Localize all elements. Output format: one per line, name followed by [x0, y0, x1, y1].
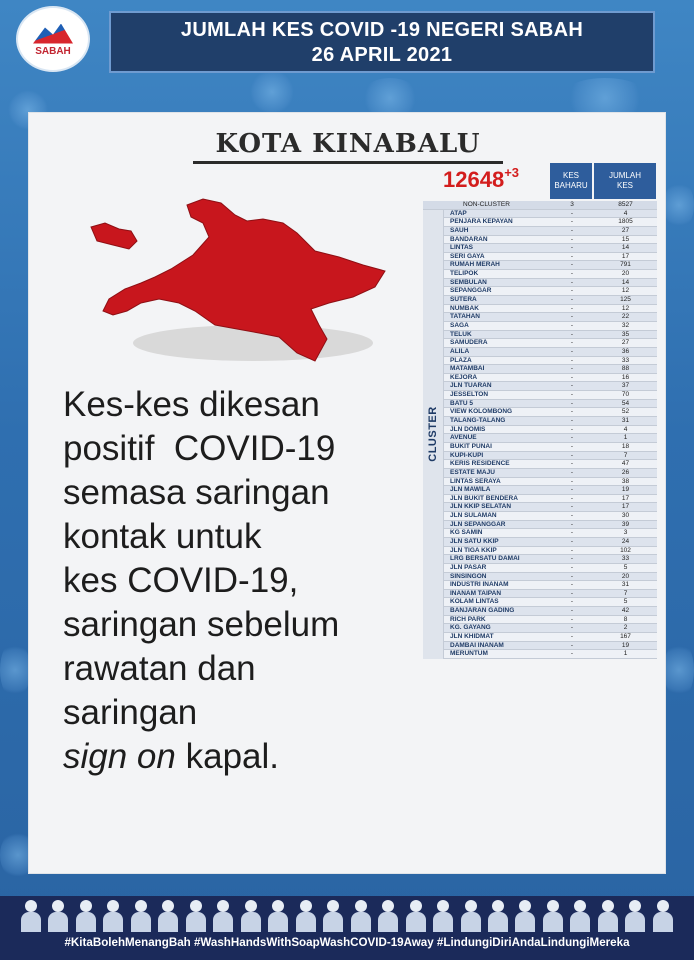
cluster-name: KUPI-KUPI — [450, 451, 484, 459]
table-row — [444, 529, 657, 538]
table-row — [444, 512, 657, 521]
table-row — [444, 365, 657, 374]
table-row — [444, 218, 657, 227]
person-icon — [130, 898, 152, 932]
cluster-name: KOLAM LINTAS — [450, 598, 499, 606]
cluster-new: - — [570, 624, 574, 632]
table-row — [444, 434, 657, 443]
person-icon — [624, 898, 646, 932]
cluster-name: SAMUDERA — [450, 339, 488, 347]
table-row — [444, 460, 657, 469]
main-panel — [28, 112, 666, 874]
cluster-name: JLN KKIP SELATAN — [450, 503, 512, 511]
cluster-name: JLN TIGA KKIP — [450, 546, 497, 554]
cluster-name: JESSELTON — [450, 391, 489, 399]
cluster-new: - — [570, 235, 574, 243]
cluster-name: LINTAS — [450, 244, 473, 252]
cluster-total: 1 — [623, 434, 628, 442]
cluster-new: - — [570, 494, 574, 502]
table-row — [444, 486, 657, 495]
person-icon — [514, 898, 536, 932]
table-row — [444, 391, 657, 400]
description-line: rawatan dan — [63, 649, 256, 688]
footer-banner — [0, 896, 694, 960]
table-row — [444, 400, 657, 409]
person-icon — [157, 898, 179, 932]
cluster-total: 33 — [621, 356, 630, 364]
cluster-new: - — [570, 365, 574, 373]
table-row — [444, 478, 657, 487]
cluster-new: - — [570, 563, 574, 571]
cluster-name: JLN KHIDMAT — [450, 633, 494, 641]
cluster-new: - — [570, 373, 574, 381]
person-icon — [487, 898, 509, 932]
person-icon — [295, 898, 317, 932]
description-line: saringan sebelum — [63, 605, 340, 644]
cluster-name: BATU 5 — [450, 399, 473, 407]
cluster-name: BANDARAN — [450, 235, 488, 243]
cluster-name: TATAHAN — [450, 313, 480, 321]
cluster-total: 19 — [621, 486, 630, 494]
title-date: 26 APRIL 2021 — [311, 44, 453, 66]
cluster-new: - — [570, 356, 574, 364]
cluster-total: 24 — [621, 537, 630, 545]
virus-decoration — [664, 640, 694, 700]
cluster-name: BANJARAN GADING — [450, 607, 515, 615]
cluster-total: 2 — [623, 624, 628, 632]
cluster-total: 1805 — [618, 218, 633, 226]
cluster-new: - — [570, 607, 574, 615]
kota-kinabalu-map-icon — [83, 193, 395, 369]
cluster-total: 38 — [621, 477, 630, 485]
table-row — [444, 495, 657, 504]
table-row-non-cluster — [423, 201, 657, 210]
description-line — [63, 735, 433, 779]
person-icon — [377, 898, 399, 932]
person-icon — [652, 898, 674, 932]
cluster-new: - — [570, 529, 574, 537]
cluster-new: - — [570, 296, 574, 304]
cluster-new: - — [570, 287, 574, 295]
person-icon — [432, 898, 454, 932]
cluster-total: 20 — [621, 572, 630, 580]
cluster-new: - — [570, 572, 574, 580]
cluster-new: - — [570, 399, 574, 407]
column-header-new-line1: KES — [562, 171, 579, 180]
cluster-new: - — [570, 434, 574, 442]
cluster-name: KERIS RESIDENCE — [450, 460, 510, 468]
cluster-total: 31 — [621, 417, 630, 425]
cluster-name: JLN SATU KKIP — [450, 537, 499, 545]
cluster-new: - — [570, 304, 574, 312]
cluster-label — [423, 210, 444, 659]
table-row — [444, 357, 657, 366]
person-icon — [350, 898, 372, 932]
cluster-name: NUMBAK — [450, 304, 479, 312]
table-row — [444, 236, 657, 245]
cluster-name: PLAZA — [450, 356, 472, 364]
cluster-new: - — [570, 477, 574, 485]
table-row — [444, 616, 657, 625]
table-row — [444, 503, 657, 512]
cluster-name: SAUH — [450, 226, 469, 234]
cluster-new: - — [570, 468, 574, 476]
cluster-name: JLN SULAMAN — [450, 512, 497, 520]
table-row — [444, 227, 657, 236]
cluster-new: - — [570, 330, 574, 338]
table-row — [444, 287, 657, 296]
table-row — [444, 443, 657, 452]
cluster-new: - — [570, 589, 574, 597]
description-line: kontak untuk — [63, 517, 262, 556]
column-header-total — [594, 163, 656, 199]
person-icon — [267, 898, 289, 932]
table-row — [444, 598, 657, 607]
cluster-name: SERI GAYA — [450, 252, 485, 260]
cluster-new: - — [570, 503, 574, 511]
person-icon — [47, 898, 69, 932]
table-row — [444, 581, 657, 590]
cluster-total: 19 — [621, 641, 630, 649]
description-line: Kes-kes dikesan — [63, 385, 320, 424]
table-row — [444, 590, 657, 599]
cluster-new: - — [570, 339, 574, 347]
cluster-name: TELUK — [450, 330, 472, 338]
table-row — [444, 624, 657, 633]
hashtags: #KitaBolehMenangBah #WashHandsWithSoapWashCOVID-19Away #LindungiDiriAndaLindungiMereka — [64, 936, 630, 949]
table-row — [444, 339, 657, 348]
cluster-total: 1 — [623, 650, 628, 658]
cluster-new: - — [570, 650, 574, 658]
cluster-new: - — [570, 209, 574, 217]
table-row — [444, 547, 657, 556]
cluster-new: - — [570, 425, 574, 433]
cluster-total: 27 — [621, 339, 630, 347]
description-line: positif COVID-19 — [63, 429, 336, 468]
table-row — [444, 270, 657, 279]
cluster-total: 8 — [623, 615, 628, 623]
table-row — [444, 417, 657, 426]
cluster-name: JLN DOMIS — [450, 425, 486, 433]
table-row — [444, 382, 657, 391]
cluster-name: RICH PARK — [450, 615, 486, 623]
cluster-total: 18 — [621, 442, 630, 450]
person-icon — [322, 898, 344, 932]
cluster-total: 37 — [621, 382, 630, 390]
cluster-name: INDUSTRI INANAM — [450, 581, 509, 589]
cluster-name: KG SAMIN — [450, 529, 483, 537]
cluster-total: 4 — [623, 425, 628, 433]
cluster-new: - — [570, 615, 574, 623]
cluster-name: BUKIT PUNAI — [450, 442, 492, 450]
cluster-total: 42 — [621, 607, 630, 615]
cluster-name: LRG BERSATU DAMAI — [450, 555, 520, 563]
table-row — [444, 305, 657, 314]
cluster-total: 14 — [621, 278, 630, 286]
cluster-total: 5 — [623, 598, 628, 606]
page-title — [109, 11, 655, 73]
table-row — [444, 253, 657, 262]
cluster-total: 125 — [620, 296, 631, 304]
table-row — [444, 633, 657, 642]
virus-decoration — [664, 180, 694, 230]
cluster-total: 16 — [621, 373, 630, 381]
cluster-total: 27 — [621, 226, 630, 234]
virus-decoration — [250, 70, 294, 114]
cluster-total: 17 — [621, 503, 630, 511]
person-icon — [102, 898, 124, 932]
cases-table — [423, 201, 657, 659]
area-title: KOTA KINABALU — [193, 129, 503, 164]
table-row — [444, 331, 657, 340]
sabah-logo — [16, 6, 90, 72]
cluster-total: 20 — [621, 270, 630, 278]
cluster-total: 31 — [621, 581, 630, 589]
cluster-new: - — [570, 270, 574, 278]
table-row — [444, 210, 657, 219]
column-header-total-line1: JUMLAH — [608, 171, 641, 180]
table-row — [444, 244, 657, 253]
cluster-name: SINSINGON — [450, 572, 487, 580]
cluster-new: - — [570, 486, 574, 494]
cluster-new: - — [570, 520, 574, 528]
title-line1: JUMLAH KES COVID -19 NEGERI SABAH — [180, 19, 584, 41]
table-row — [444, 564, 657, 573]
virus-decoration — [0, 640, 30, 700]
cluster-new: - — [570, 641, 574, 649]
person-icon — [185, 898, 207, 932]
logo-text: SABAH — [35, 45, 71, 57]
cluster-name: JLN MAWILA — [450, 486, 491, 494]
cluster-name: JLN BUKIT BENDERA — [450, 494, 518, 502]
cluster-total: 17 — [621, 252, 630, 260]
column-header-new — [550, 163, 592, 199]
cluster-new: - — [570, 313, 574, 321]
person-icon — [212, 898, 234, 932]
cluster-name: PENJARA KEPAYAN — [450, 218, 513, 226]
cluster-new: - — [570, 252, 574, 260]
cluster-name: SAGA — [450, 321, 469, 329]
cluster-name: JLN SEPANGGAR — [450, 520, 506, 528]
cluster-total: 36 — [621, 347, 630, 355]
non-cluster-new: 3 — [570, 201, 574, 208]
table-row — [444, 607, 657, 616]
table-row — [444, 261, 657, 270]
column-header-total-line2: KES — [616, 181, 633, 190]
cluster-new: - — [570, 226, 574, 234]
total-new-value: +3 — [504, 165, 520, 180]
cluster-total: 17 — [621, 494, 630, 502]
cluster-total: 30 — [621, 512, 630, 520]
cluster-new: - — [570, 537, 574, 545]
cluster-total: 791 — [620, 261, 631, 269]
cluster-section — [423, 210, 657, 659]
cluster-new: - — [570, 598, 574, 606]
cluster-total: 4 — [623, 209, 628, 217]
cluster-name: ESTATE MAJU — [450, 468, 495, 476]
cluster-new: - — [570, 391, 574, 399]
cluster-name: ATAP — [450, 209, 467, 217]
table-row — [444, 322, 657, 331]
cluster-total: 7 — [623, 589, 628, 597]
cluster-total: 88 — [621, 365, 630, 373]
cluster-total: 22 — [621, 313, 630, 321]
cluster-name: KEJORA — [450, 373, 478, 381]
table-row — [444, 348, 657, 357]
cluster-new: - — [570, 417, 574, 425]
cluster-new: - — [570, 218, 574, 226]
cluster-total: 12 — [621, 304, 630, 312]
cluster-total: 54 — [621, 399, 630, 407]
non-cluster-total: 8527 — [618, 201, 633, 208]
column-header-new-line2: BAHARU — [554, 181, 588, 190]
cluster-name: INANAM TAIPAN — [450, 589, 502, 597]
cluster-total: 15 — [621, 235, 630, 243]
description-line: saringan — [63, 693, 198, 732]
cluster-name: KG. GAYANG — [450, 624, 491, 632]
cluster-new: - — [570, 633, 574, 641]
cluster-name: SEPANGGAR — [450, 287, 492, 295]
description-text — [63, 383, 433, 779]
table-row — [444, 573, 657, 582]
person-icon — [569, 898, 591, 932]
cluster-name: SUTERA — [450, 296, 477, 304]
cluster-name: JLN PASAR — [450, 563, 487, 571]
person-icon — [542, 898, 564, 932]
table-row — [444, 521, 657, 530]
non-cluster-name: NON-CLUSTER — [463, 201, 510, 208]
cluster-name: MATAMBAI — [450, 365, 485, 373]
cluster-total: 70 — [621, 391, 630, 399]
description-italic: sign on — [63, 737, 176, 776]
total-value: 12648 — [443, 167, 505, 192]
cluster-new: - — [570, 546, 574, 554]
cluster-new: - — [570, 382, 574, 390]
person-icon — [405, 898, 427, 932]
table-row — [444, 469, 657, 478]
cluster-total: 47 — [621, 460, 630, 468]
logo-mark-icon — [29, 22, 77, 46]
cluster-new: - — [570, 442, 574, 450]
cluster-name: TELIPOK — [450, 270, 479, 278]
cluster-name: VIEW KOLOMBONG — [450, 408, 513, 416]
cluster-total: 3 — [623, 529, 628, 537]
person-icon — [75, 898, 97, 932]
cluster-name: TALANG-TALANG — [450, 417, 506, 425]
cluster-new: - — [570, 512, 574, 520]
cluster-rows — [444, 210, 657, 659]
table-row — [444, 296, 657, 305]
table-row — [444, 426, 657, 435]
cluster-total: 35 — [621, 330, 630, 338]
cluster-new: - — [570, 244, 574, 252]
table-row — [444, 374, 657, 383]
total-cases — [443, 167, 519, 193]
cluster-name: AVENUE — [450, 434, 477, 442]
description-line: kes COVID-19, — [63, 561, 299, 600]
description-tail: kapal. — [175, 737, 279, 776]
cluster-total: 5 — [623, 563, 628, 571]
cluster-total: 167 — [620, 633, 631, 641]
cluster-total: 33 — [621, 555, 630, 563]
table-row — [444, 313, 657, 322]
table-row — [444, 555, 657, 564]
cluster-total: 26 — [621, 468, 630, 476]
cluster-new: - — [570, 581, 574, 589]
table-row — [444, 452, 657, 461]
cluster-label-text: CLUSTER — [427, 406, 439, 463]
cluster-total: 14 — [621, 244, 630, 252]
cluster-total: 102 — [620, 546, 631, 554]
cluster-name: LINTAS SERAYA — [450, 477, 501, 485]
cluster-new: - — [570, 555, 574, 563]
person-icon — [240, 898, 262, 932]
table-row — [444, 279, 657, 288]
cluster-name: RUMAH MERAH — [450, 261, 500, 269]
cluster-new: - — [570, 278, 574, 286]
person-icon — [460, 898, 482, 932]
cluster-name: SEMBULAN — [450, 278, 487, 286]
cluster-total: 39 — [621, 520, 630, 528]
description-line: semasa saringan — [63, 473, 330, 512]
cluster-total: 7 — [623, 451, 628, 459]
people-illustration — [20, 898, 674, 934]
cluster-new: - — [570, 347, 574, 355]
cluster-new: - — [570, 321, 574, 329]
cluster-name: MERUNTUM — [450, 650, 488, 658]
person-icon — [597, 898, 619, 932]
cluster-new: - — [570, 451, 574, 459]
cluster-total: 32 — [621, 321, 630, 329]
table-row — [444, 642, 657, 651]
cluster-total: 12 — [621, 287, 630, 295]
cluster-name: JLN TUARAN — [450, 382, 492, 390]
table-row — [444, 538, 657, 547]
cluster-name: DAMBAI INANAM — [450, 641, 504, 649]
cluster-new: - — [570, 460, 574, 468]
table-row — [444, 408, 657, 417]
table-row — [444, 650, 657, 659]
cluster-total: 52 — [621, 408, 630, 416]
cluster-new: - — [570, 408, 574, 416]
cluster-name: ALILA — [450, 347, 470, 355]
cluster-new: - — [570, 261, 574, 269]
person-icon — [20, 898, 42, 932]
